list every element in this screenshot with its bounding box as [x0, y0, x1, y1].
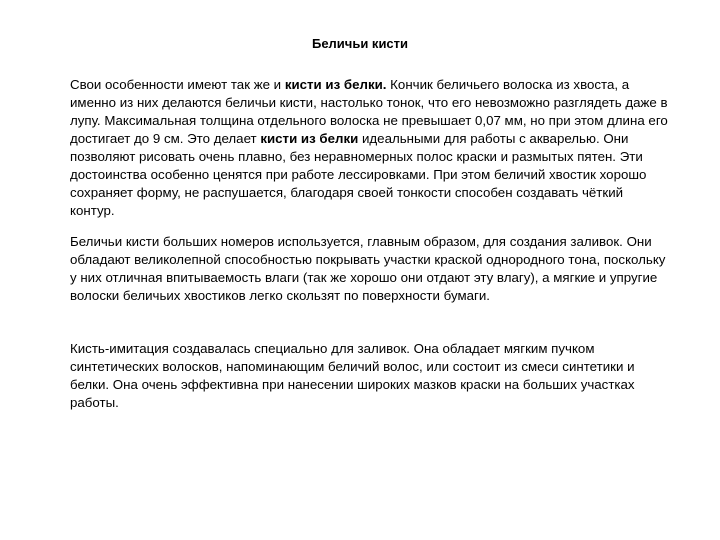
paragraph-1-text-2: Кончик беличьего волоска из хвоста, а именно из них делаются беличьи кисти, настолько тонок, что его невозможно разглядеть даже в лупу. Максимальная толщина отдельного волоска не превышает 0,07 мм, но при этом длина его достигает до 9 см. Это делает: [70, 77, 668, 146]
page-title: Беличьи кисти: [311, 36, 409, 51]
paragraph-1: [70, 76, 670, 220]
paragraph-1-text-1: Свои особенности имеют так же и: [70, 77, 285, 92]
paragraph-1-bold-1: кисти из белки.: [284, 77, 387, 92]
paragraph-2: Беличьи кисти больших номеров используется, главным образом, для создания заливок. Они обладают великолепной способностью покрывать участки краской однородного тона, поскольку у них отличная впитываемость влаги (так же хорошо они отдают эту влагу), а мягкие и упругие волоски беличьих хвостиков легко скользят по поверхности бумаги.: [70, 234, 666, 303]
paragraph-3: Кисть-имитация создавалась специально для заливок. Она обладает мягким пучком синтетических волосков, напоминающим беличий волос, или состоит из смеси синтетики и белки. Она очень эффективна при нанесении широких мазков краски на больших участках работы.: [70, 341, 635, 410]
paragraph-1-bold-2: кисти из белки: [260, 131, 359, 146]
paragraph-1-text-3: идеальными для работы с акварелью. Они позволяют рисовать очень плавно, без неравномерных полос краски и размытых пятен. Эти достоинства особенно ценятся при работе лессировками. При этом беличий хвостик хорошо сохраняет форму, не распушается, благодаря своей тонкости способен создавать чёткий контур.: [70, 131, 647, 218]
